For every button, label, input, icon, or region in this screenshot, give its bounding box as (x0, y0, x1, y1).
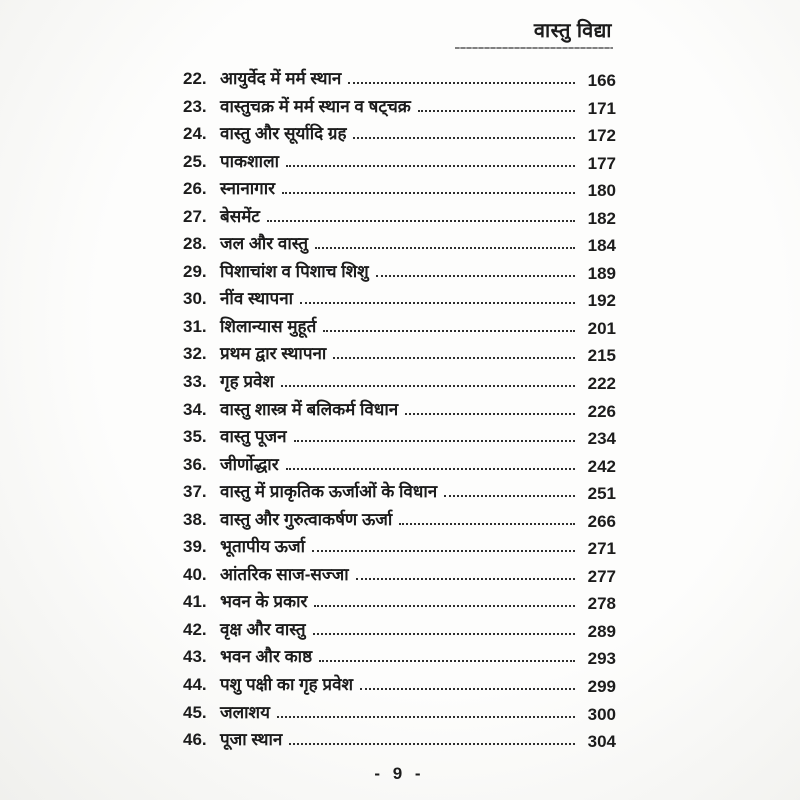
dot-leader (277, 716, 575, 718)
toc-item-page: 226 (587, 401, 616, 421)
toc-row (183, 94, 616, 122)
toc-item-number: 41. (183, 592, 207, 612)
toc-row (183, 286, 616, 314)
toc-item-number: 35. (183, 427, 207, 447)
toc-item-title: गृह प्रवेश (220, 372, 275, 392)
toc-item-title: वृक्ष और वास्तु (220, 619, 306, 639)
dot-leader (418, 110, 575, 112)
toc-row (183, 369, 616, 397)
toc-item-number: 38. (183, 509, 207, 529)
table-of-contents (183, 66, 616, 755)
toc-row (183, 121, 616, 149)
toc-item-page: 234 (587, 429, 616, 449)
dot-leader (356, 578, 575, 580)
toc-item-page: 215 (587, 346, 616, 366)
toc-row (183, 589, 616, 617)
toc-item-title: वास्तु पूजन (220, 427, 287, 447)
dot-leader (267, 220, 575, 222)
toc-item-page: 171 (587, 98, 616, 118)
toc-row (183, 700, 616, 728)
dot-leader (286, 165, 575, 167)
toc-item-number: 25. (183, 151, 207, 171)
toc-row (183, 479, 616, 507)
toc-item-title: वास्तु में प्राकृतिक ऊर्जाओं के विधान (220, 482, 438, 502)
toc-item-page: 182 (587, 208, 616, 228)
toc-item-page: 184 (587, 236, 616, 256)
page-number: - 9 - (374, 764, 425, 783)
toc-item-title: पशु पक्षी का गृह प्रवेश (220, 675, 354, 695)
toc-item-title: बेसमेंट (220, 206, 260, 226)
toc-item-page: 304 (587, 732, 616, 752)
dot-leader (315, 247, 575, 249)
toc-item-title: स्नानागार (220, 179, 276, 199)
toc-item-page: 222 (587, 374, 616, 394)
dot-leader (281, 385, 575, 387)
toc-row (183, 534, 616, 562)
toc-row (183, 314, 616, 342)
toc-item-title: वास्तु और गुरुत्वाकर्षण ऊर्जा (220, 509, 393, 529)
dot-leader (300, 302, 575, 304)
toc-item-number: 42. (183, 619, 207, 639)
toc-item-number: 33. (183, 372, 207, 392)
toc-item-number: 27. (183, 206, 207, 226)
dot-leader (294, 440, 575, 442)
toc-item-number: 40. (183, 564, 207, 584)
toc-row (183, 204, 616, 232)
toc-item-title: पाकशाला (220, 151, 280, 171)
toc-item-page: 242 (587, 456, 616, 476)
toc-item-number: 23. (183, 96, 207, 116)
toc-row (183, 259, 616, 287)
toc-item-number: 26. (183, 179, 207, 199)
dot-leader (289, 743, 575, 745)
toc-item-title: भवन के प्रकार (220, 592, 308, 612)
toc-item-number: 43. (183, 647, 207, 667)
toc-item-number: 30. (183, 289, 207, 309)
toc-item-number: 24. (183, 124, 207, 144)
toc-item-page: 277 (587, 566, 616, 586)
toc-item-page: 172 (587, 126, 616, 146)
toc-item-number: 22. (183, 69, 207, 88)
toc-item-title: पिशाचांश व पिशाच शिशु (220, 261, 369, 281)
toc-item-page: 299 (587, 677, 616, 697)
dot-leader (319, 660, 575, 662)
toc-item-number: 28. (183, 234, 207, 254)
toc-item-title: वास्तुचक्र में मर्म स्थान व षट्चक्र (220, 96, 411, 116)
toc-item-page: 289 (587, 621, 616, 641)
toc-item-number: 31. (183, 316, 207, 336)
toc-item-page: 266 (587, 511, 616, 531)
dot-leader (312, 550, 575, 552)
toc-item-page: 300 (587, 704, 616, 724)
toc-row (183, 727, 616, 755)
dot-leader (399, 523, 575, 525)
toc-item-page: 271 (587, 539, 616, 559)
dot-leader (353, 137, 575, 139)
toc-item-page: 189 (587, 263, 616, 283)
toc-item-title: भूतापीय ऊर्जा (220, 537, 306, 557)
toc-item-page: 251 (587, 484, 616, 504)
dot-leader (323, 330, 575, 332)
toc-item-number: 29. (183, 261, 207, 281)
running-header-title: वास्तु विद्या (533, 20, 612, 42)
toc-item-title: जल और वास्तु (220, 234, 309, 254)
toc-row (183, 176, 616, 204)
dot-leader (405, 413, 575, 415)
toc-item-number: 34. (183, 399, 207, 419)
toc-row (183, 231, 616, 259)
toc-row (183, 562, 616, 590)
toc-row (183, 341, 616, 369)
toc-item-title: जलाशय (220, 702, 270, 722)
toc-item-title: शिलान्यास मुहूर्त (220, 316, 317, 336)
toc-item-title: वास्तु शास्त्र में बलिकर्म विधान (220, 399, 399, 419)
toc-row (183, 397, 616, 425)
toc-item-number: 45. (183, 702, 207, 722)
dot-leader (333, 357, 575, 359)
toc-row (183, 672, 616, 700)
toc-item-page: 278 (587, 594, 616, 614)
toc-item-number: 44. (183, 675, 207, 695)
toc-item-page: 180 (587, 181, 616, 201)
toc-row (183, 452, 616, 480)
toc-item-number: 37. (183, 482, 207, 502)
toc-item-number: 32. (183, 344, 207, 364)
toc-item-title: नींव स्थापना (220, 289, 294, 309)
dot-leader (348, 82, 575, 84)
toc-item-page: 192 (587, 291, 616, 311)
toc-row (183, 424, 616, 452)
toc-item-title: आंतरिक साज-सज्जा (220, 564, 349, 584)
toc-item-number: 36. (183, 454, 207, 474)
dot-leader (314, 605, 575, 607)
toc-item-title: पूजा स्थान (220, 730, 283, 750)
toc-item-title: प्रथम द्वार स्थापना (220, 344, 327, 364)
dot-leader (286, 468, 575, 470)
toc-row (183, 66, 616, 94)
toc-item-title: आयुर्वेद में मर्म स्थान (220, 69, 342, 88)
toc-item-page: 177 (587, 153, 616, 173)
toc-row (183, 644, 616, 672)
dot-leader (282, 192, 575, 194)
toc-row (183, 507, 616, 535)
toc-item-page: 166 (587, 71, 616, 90)
toc-item-title: वास्तु और सूर्यादि ग्रह (220, 124, 347, 144)
toc-item-page: 201 (587, 318, 616, 338)
toc-row (183, 149, 616, 177)
toc-item-title: भवन और काष्ठ (220, 647, 313, 667)
toc-item-number: 46. (183, 730, 207, 750)
dot-leader (444, 495, 575, 497)
dot-leader (376, 275, 575, 277)
header-rule (455, 47, 613, 49)
toc-item-page: 293 (587, 649, 616, 669)
toc-item-number: 39. (183, 537, 207, 557)
dot-leader (313, 633, 575, 635)
toc-row (183, 617, 616, 645)
dot-leader (360, 688, 575, 690)
toc-item-title: जीर्णोद्धार (220, 454, 279, 474)
